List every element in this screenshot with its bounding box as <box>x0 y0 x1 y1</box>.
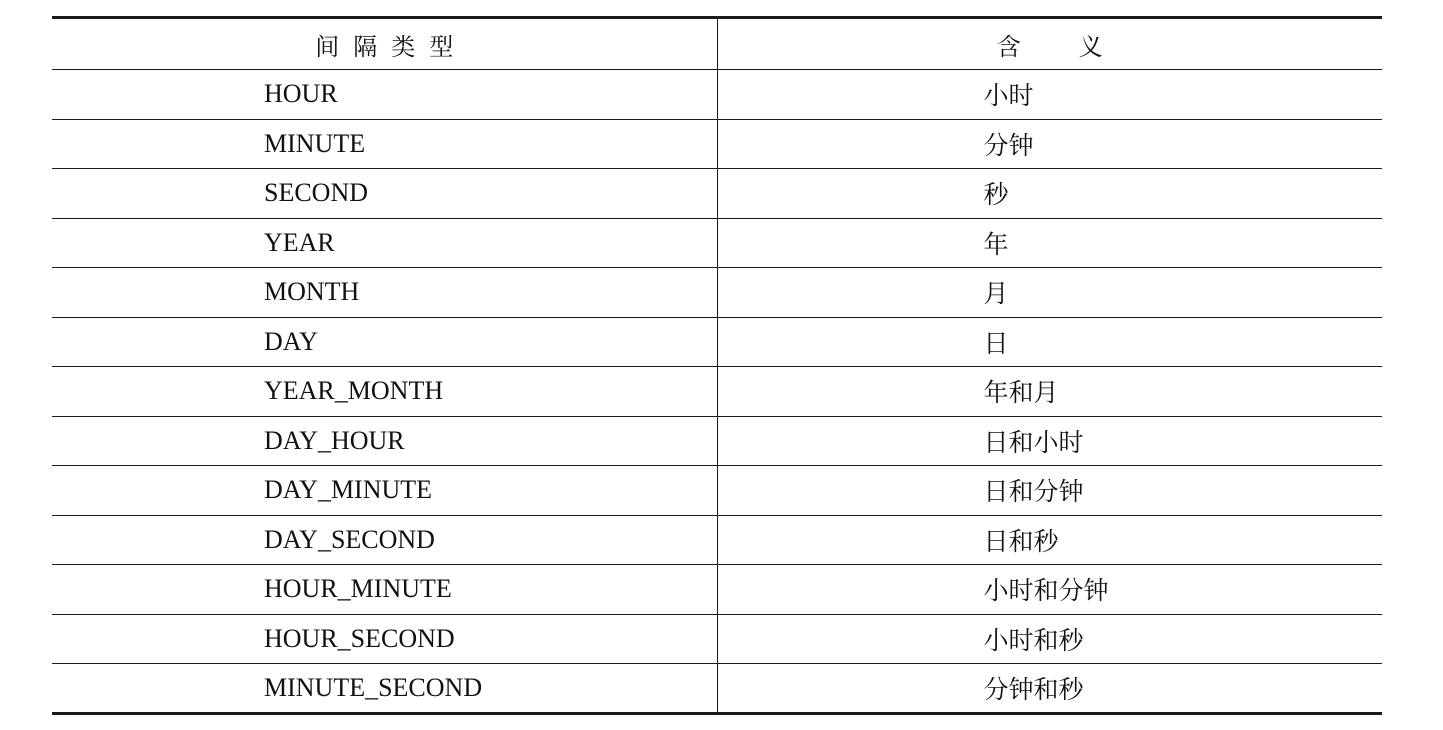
table-row <box>52 169 1382 219</box>
table-body <box>52 70 1382 714</box>
interval-type-cell: DAY_MINUTE <box>52 466 717 516</box>
interval-type-cell: MINUTE_SECOND <box>52 664 717 714</box>
interval-types-table <box>52 16 1382 715</box>
interval-type-cell: DAY <box>52 317 717 367</box>
header-meaning: 含义 <box>717 18 1382 70</box>
meaning-cell: 小时和秒 <box>717 614 1382 664</box>
interval-type-cell: HOUR_MINUTE <box>52 565 717 615</box>
table-row <box>52 664 1382 714</box>
table-row <box>52 70 1382 120</box>
interval-type-cell: MONTH <box>52 268 717 318</box>
table-row <box>52 565 1382 615</box>
interval-type-cell: HOUR <box>52 70 717 120</box>
header-interval-type: 间隔类型 <box>52 18 717 70</box>
table-row <box>52 466 1382 516</box>
meaning-cell: 分钟和秒 <box>717 664 1382 714</box>
meaning-cell: 秒 <box>717 169 1382 219</box>
interval-type-cell: YEAR_MONTH <box>52 367 717 417</box>
meaning-cell: 日和小时 <box>717 416 1382 466</box>
table-row <box>52 119 1382 169</box>
interval-type-cell: HOUR_SECOND <box>52 614 717 664</box>
table-row <box>52 614 1382 664</box>
interval-type-cell: SECOND <box>52 169 717 219</box>
interval-type-cell: DAY_SECOND <box>52 515 717 565</box>
meaning-cell: 年和月 <box>717 367 1382 417</box>
meaning-cell: 年 <box>717 218 1382 268</box>
table-row <box>52 317 1382 367</box>
interval-type-cell: MINUTE <box>52 119 717 169</box>
meaning-cell: 分钟 <box>717 119 1382 169</box>
meaning-cell: 日和分钟 <box>717 466 1382 516</box>
meaning-cell: 小时和分钟 <box>717 565 1382 615</box>
table-row <box>52 416 1382 466</box>
table-row <box>52 218 1382 268</box>
table-row <box>52 268 1382 318</box>
table-row <box>52 515 1382 565</box>
meaning-cell: 日 <box>717 317 1382 367</box>
interval-type-cell: DAY_HOUR <box>52 416 717 466</box>
meaning-cell: 小时 <box>717 70 1382 120</box>
table-row <box>52 367 1382 417</box>
meaning-cell: 日和秒 <box>717 515 1382 565</box>
interval-type-cell: YEAR <box>52 218 717 268</box>
table-header-row <box>52 18 1382 70</box>
meaning-cell: 月 <box>717 268 1382 318</box>
